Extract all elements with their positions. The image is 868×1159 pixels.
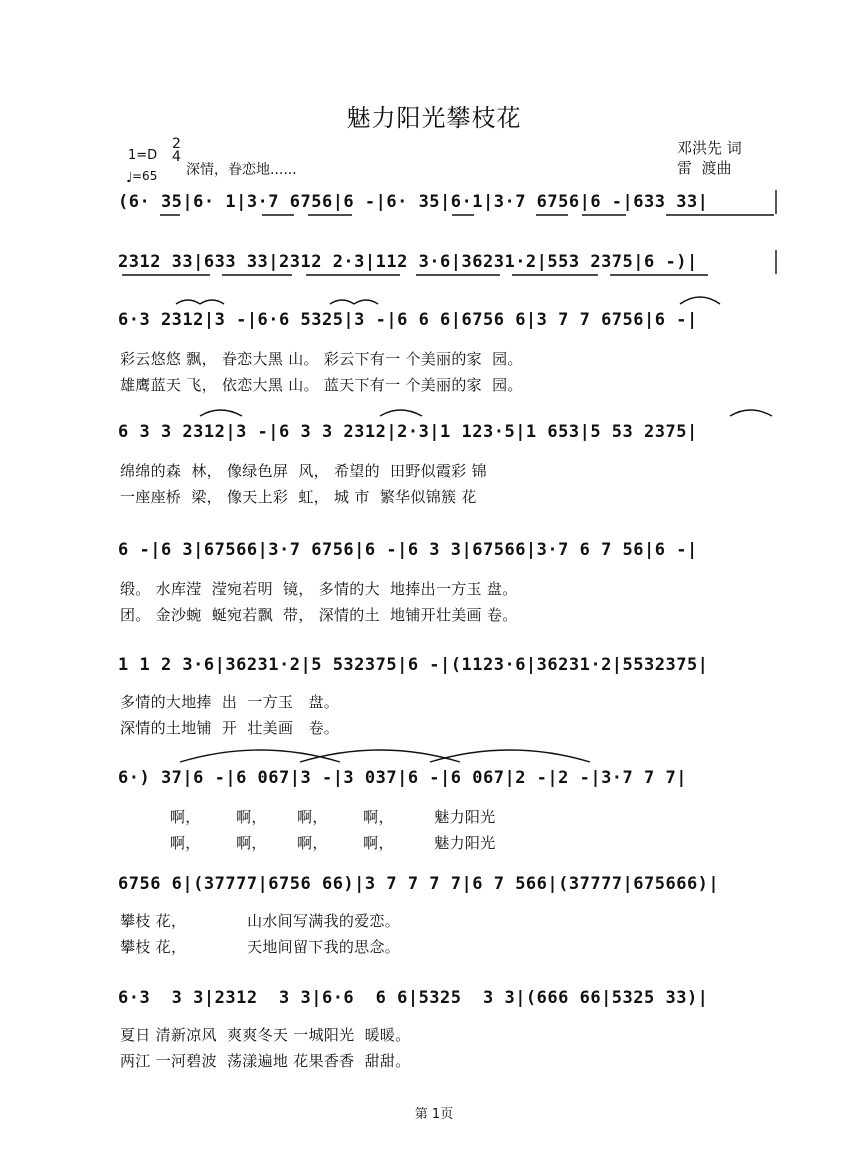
lyric-verse-2: 啊， 啊， 啊， 啊， 魅力阳光 <box>170 834 496 852</box>
lyric-verse-2: 雄鹰蓝天 飞， 依恋大黑 山。 蓝天下有一 个美丽的家 园。 <box>120 376 523 394</box>
lyric-verse-1: 啊， 啊， 啊， 啊， 魅力阳光 <box>170 808 496 826</box>
notes-line: 6·3 3 3|2312 3 3|6·6 6 6|5325 3 3|(666 66|5325 33)| <box>118 988 709 1008</box>
notes-line: 6·) 37|6 -|6 067|3 -|3 037|6 -|6 067|2 -|2 -|3·7 7 7| <box>118 768 687 788</box>
notes-line: 2312 33|633 33|2312 2·3|112 3·6|36231·2|553 2375|6 -)| <box>118 252 698 272</box>
lyric-verse-1: 彩云悠悠 飘， 眷恋大黑 山。 彩云下有一 个美丽的家 园。 <box>120 350 523 368</box>
quarter-note-icon: ♩ <box>126 170 133 186</box>
lyric-verse-1: 绵绵的森 林， 像绿色屏 风， 希望的 田野似霞彩 锦 <box>120 462 487 480</box>
notes-line: 6·3 2312|3 -|6·6 5325|3 -|6 6 6|6756 6|3 7 7 6756|6 -| <box>118 310 698 330</box>
lyric-verse-2: 两江 一河碧波 荡漾遍地 花果香香 甜甜。 <box>120 1052 411 1070</box>
notes-line: 6 3 3 2312|3 -|6 3 3 2312|2·3|1 123·5|1 653|5 53 2375| <box>118 422 698 442</box>
lyric-verse-1: 多情的大地捧 出 一方玉 盘。 <box>120 693 340 711</box>
notes-line: 6756 6|(37777|6756 66)|3 7 7 7 7|6 7 566|(37777|675666)| <box>118 874 720 894</box>
lyric-verse-2: 深情的土地铺 开 壮美画 卷。 <box>120 719 340 737</box>
key-signature: 1=D <box>128 148 158 163</box>
lyricist-credit: 邓洪先 词 <box>677 139 742 157</box>
lyric-verse-1: 攀枝 花， 山水间写满我的爱恋。 <box>120 912 401 930</box>
lyric-verse-2: 一座座桥 梁， 像天上彩 虹， 城 市 繁华似锦簇 花 <box>120 488 477 506</box>
lyric-verse-2: 攀枝 花， 天地间留下我的思念。 <box>120 938 401 956</box>
time-signature-bottom: 4 <box>172 149 181 165</box>
song-title: 魅力阳光攀枝花 <box>346 104 522 132</box>
time-signature-top: 2 <box>172 136 181 152</box>
composer-credit: 雷 渡曲 <box>677 159 732 177</box>
notes-line: 1 1 2 3·6|36231·2|5 532375|6 -|(1123·6|36231·2|5532375| <box>118 655 709 675</box>
tempo-mark: =65 <box>132 169 158 183</box>
notes-line: 6 -|6 3|67566|3·7 6756|6 -|6 3 3|67566|3·7 6 7 56|6 -| <box>118 540 698 560</box>
notes-line: (6· 35|6· 1|3·7 6756|6 -|6· 35|6·1|3·7 6756|6 -|633 33| <box>118 192 709 212</box>
expression-mark: 深情，眷恋地...... <box>186 162 297 178</box>
lyric-verse-1: 夏日 清新凉风 爽爽冬天 一城阳光 暖暖。 <box>120 1026 411 1044</box>
page-number: 第 1页 <box>414 1107 454 1122</box>
lyric-verse-1: 缎。 水库滢 滢宛若明 镜， 多情的大 地捧出一方玉 盘。 <box>120 580 518 598</box>
lyric-verse-2: 团。 金沙蜿 蜒宛若飘 带， 深情的土 地铺开壮美画 卷。 <box>120 606 518 624</box>
